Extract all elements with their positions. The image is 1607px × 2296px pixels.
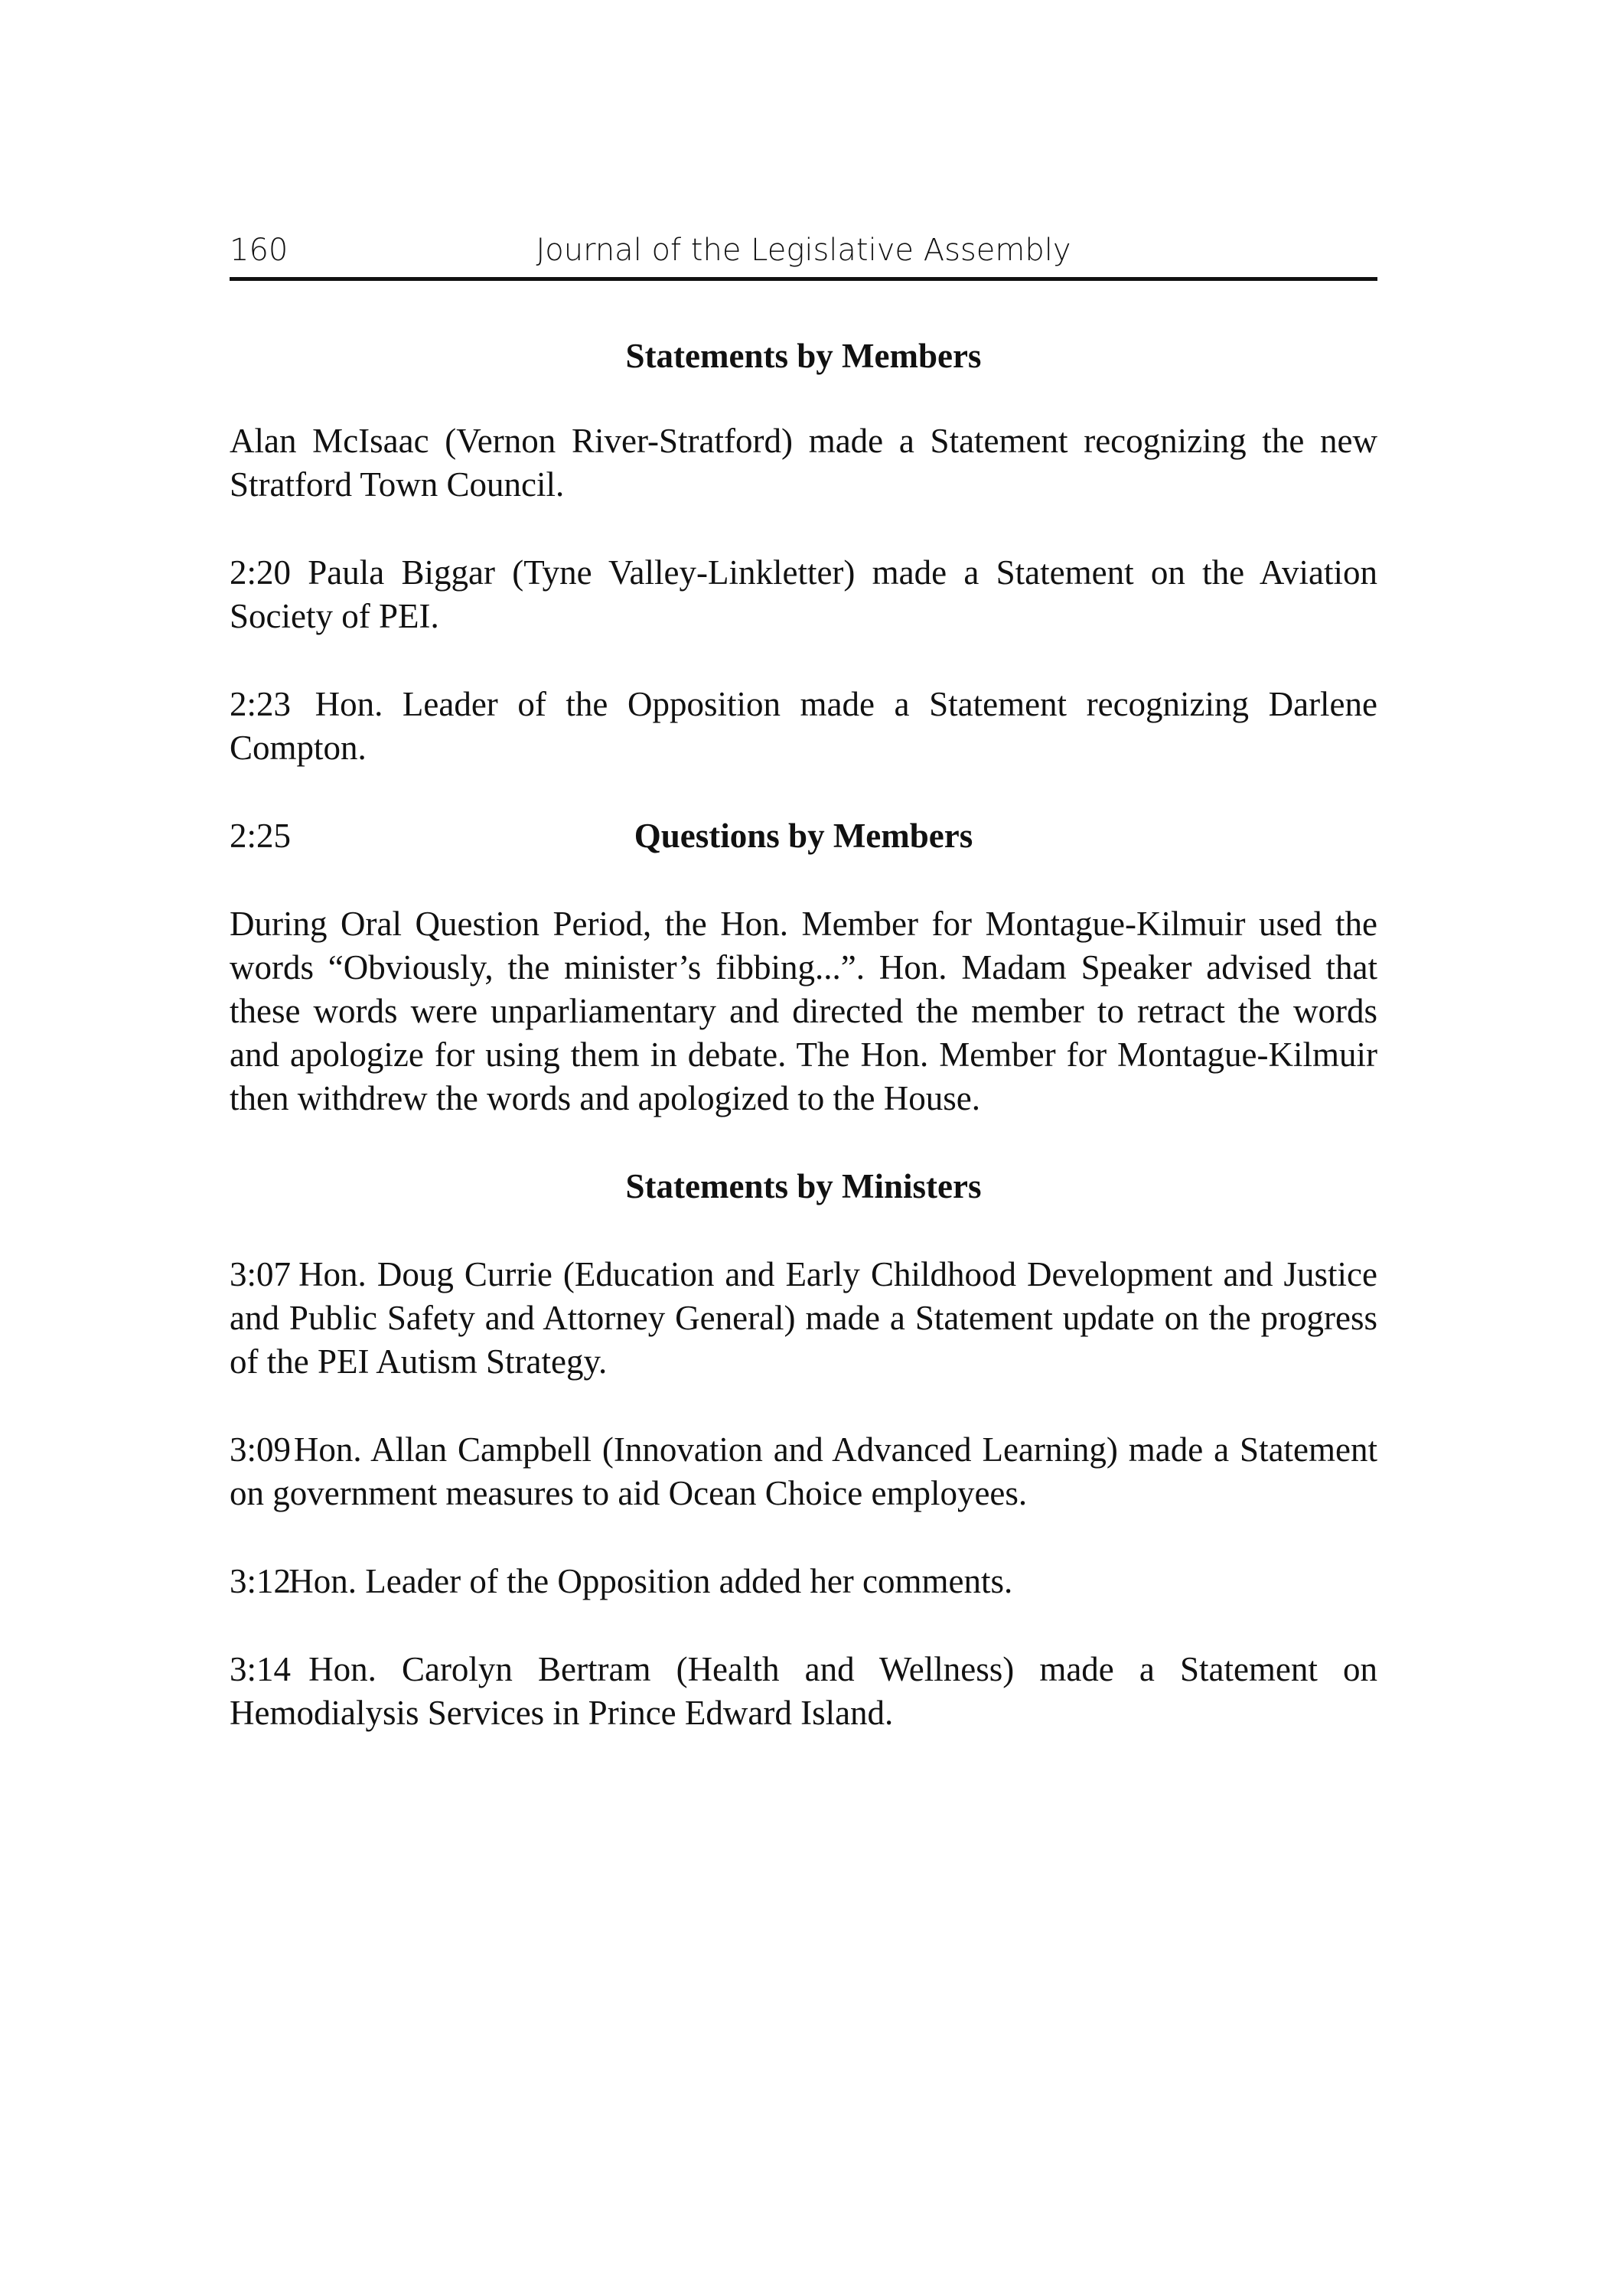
journal-title: Journal of the Legislative Assembly — [536, 233, 1071, 268]
entry-opposition-leader-comments — [230, 1560, 1377, 1603]
entry-oral-question-period — [230, 902, 1377, 1120]
entry-text: Paula Biggar (Tyne Valley-Linkletter) made a Statement on the Aviation Society of PEI. — [230, 553, 1378, 635]
entry-time: 2:23 — [230, 685, 292, 723]
page-number: 160 — [230, 233, 288, 268]
entry-text: Hon. Carolyn Bertram (Health and Wellness) made a Statement on Hemodialysis Services in Prince Edward Island. — [230, 1650, 1377, 1732]
entry-time: 3:09 — [230, 1430, 292, 1469]
entry-campbell-statement — [230, 1428, 1377, 1515]
entry-opposition-leader-statement — [230, 683, 1377, 770]
section-heading-statements-by-ministers: Statements by Ministers — [625, 1167, 982, 1205]
entry-bertram-statement — [230, 1648, 1377, 1735]
journal-body — [230, 334, 1377, 1735]
entry-text: Hon. Allan Campbell (Innovation and Advanced Learning) made a Statement on government measures to aid Ocean Choice employees. — [230, 1430, 1377, 1512]
running-header — [230, 230, 1377, 281]
entry-text: During Oral Question Period, the Hon. Member for Montague-Kilmuir used the words “Obviously, the minister’s fibbing...”. Hon. Madam Speaker advised that these words were unparliamentary and directed the member to retract the words and apologize for using them in debate. The Hon. Member for Montague-Kilmuir then withdrew the words and apologized to the House. — [230, 905, 1377, 1117]
section-time: 2:25 — [230, 817, 292, 855]
entry-text: Hon. Leader of the Opposition added her comments. — [288, 1562, 1013, 1600]
entry-currie-statement — [230, 1253, 1377, 1384]
entry-text: Hon. Doug Currie (Education and Early Childhood Development and Justice and Public Safety and Attorney General) made a Statement update on the progress of the PEI Autism Strategy. — [230, 1255, 1377, 1381]
section-heading-questions-by-members — [230, 814, 1377, 858]
section-heading-text: Questions by Members — [634, 817, 973, 855]
entry-time: 3:07 — [230, 1255, 292, 1293]
entry-time: 3:14 — [230, 1650, 292, 1688]
entry-biggar-statement — [230, 551, 1377, 638]
entry-text: Alan McIsaac (Vernon River-Stratford) made a Statement recognizing the new Stratford Town Council. — [230, 422, 1377, 504]
entry-time: 2:20 — [230, 553, 292, 592]
journal-page — [230, 230, 1377, 1735]
entry-time: 3:12 — [230, 1562, 292, 1600]
entry-mcisaac-statement — [230, 419, 1377, 507]
entry-text: Hon. Leader of the Opposition made a Statement recognizing Darlene Compton. — [230, 685, 1378, 767]
section-heading-statements-by-members: Statements by Members — [625, 337, 982, 375]
